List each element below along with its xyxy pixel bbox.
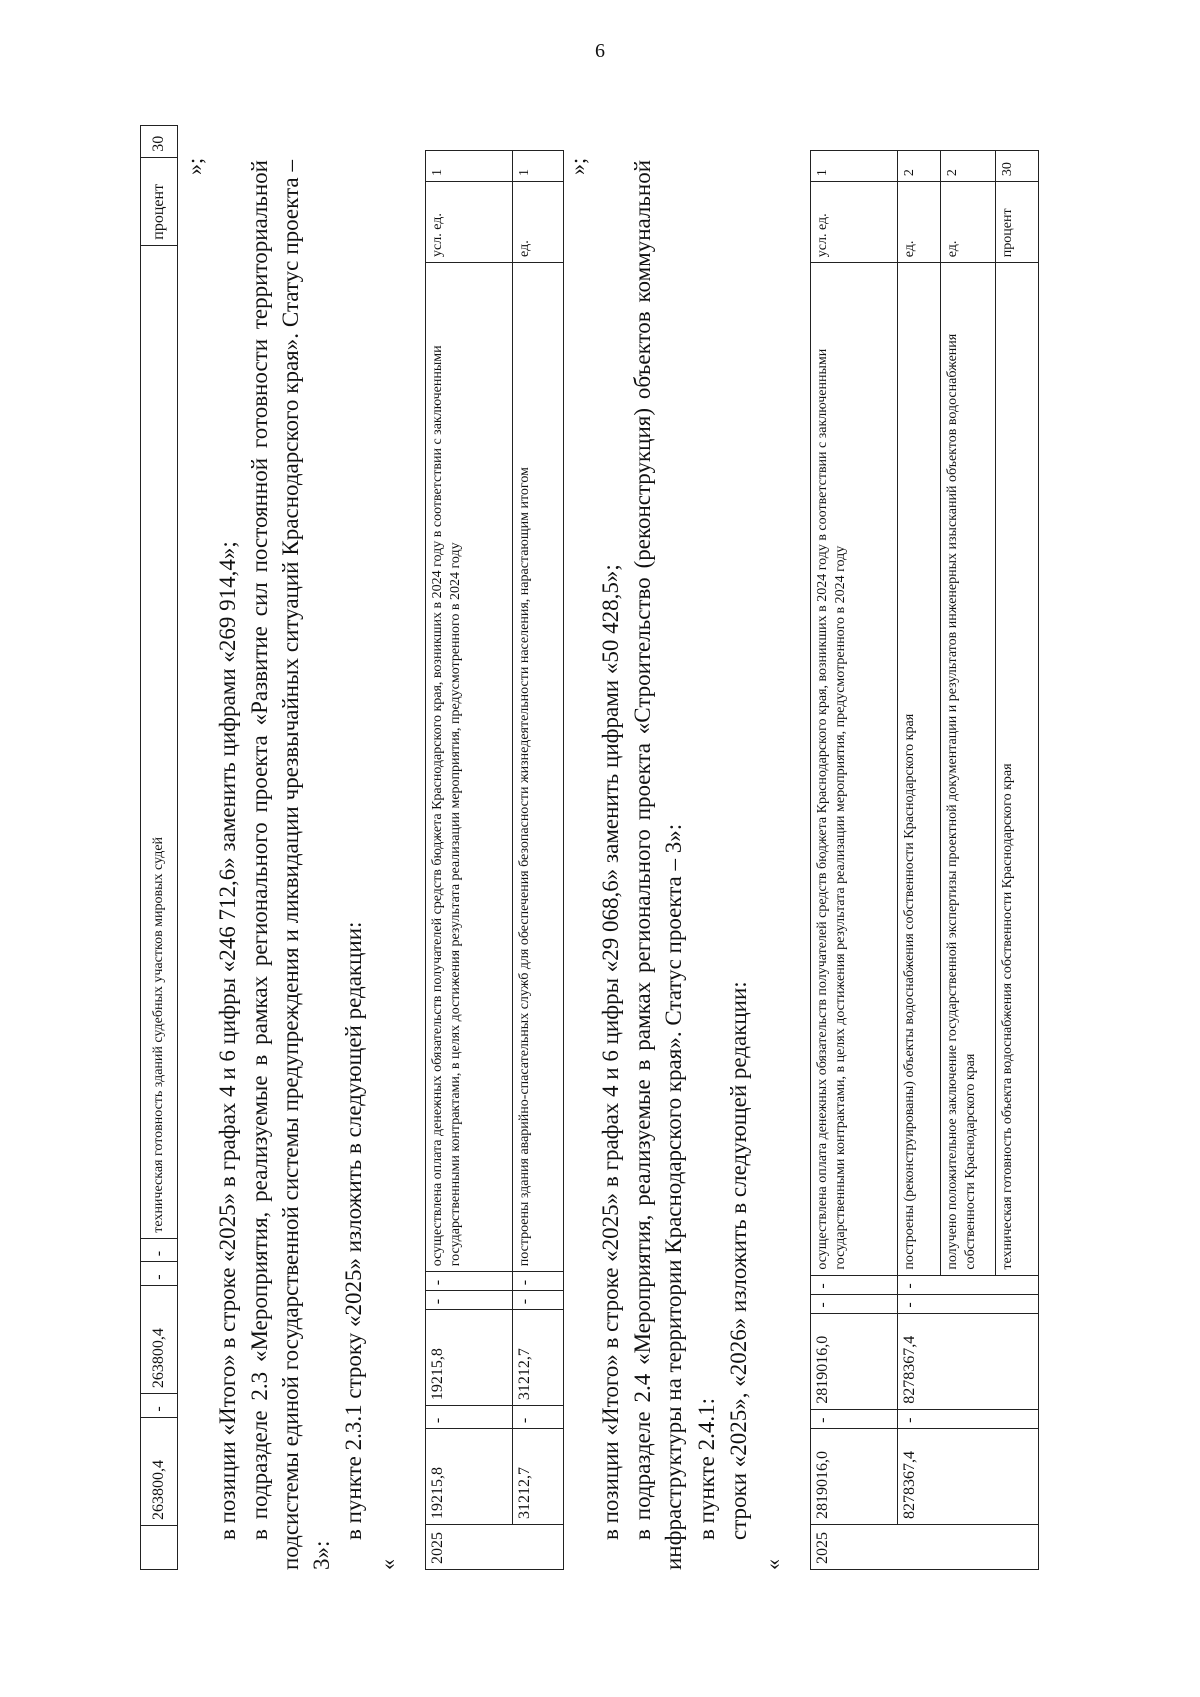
table-cell: 2819016,0: [811, 1313, 898, 1409]
table-cell: 8278367,4: [898, 1313, 1039, 1409]
table-cell: процент: [141, 157, 178, 245]
table-cell: усл. ед.: [426, 182, 513, 263]
table-row: [898, 151, 941, 1570]
table-row: [811, 151, 898, 1570]
table-cell: усл. ед.: [811, 182, 898, 263]
paragraph: в пункте 2.3.1 строку «2025» изложить в следующей редакции:: [341, 921, 366, 1540]
table-cell: -: [898, 1294, 1039, 1313]
table-cell: -: [898, 1409, 1039, 1428]
paragraph: в подразделе 2.4 «Мероприятия, реализуемые в рамках регионального проекта «Строительство (реконструкция) объектов коммунальной инфраструктуры на территории Краснодарского края». Статус проекта – 3»:: [630, 160, 686, 1570]
opening-quote: «: [760, 1559, 785, 1570]
table-cell: ед.: [513, 182, 564, 263]
table-cell: техническая готовность объекта водоснабжения собственности Краснодарского края: [996, 263, 1039, 1275]
table-cell: [141, 1526, 178, 1570]
table-row: [426, 151, 513, 1570]
table-cell: -: [426, 1406, 513, 1429]
table-cell: 19215,8: [426, 1429, 513, 1525]
table-cell: 19215,8: [426, 1310, 513, 1406]
table-row: [141, 126, 178, 1570]
table-cell: 31212,7: [513, 1429, 564, 1525]
closing-quote: »;: [182, 157, 207, 175]
table-cell: -: [141, 1238, 178, 1262]
table-cell: 31212,7: [513, 1310, 564, 1406]
table-cell: ед.: [941, 182, 996, 263]
table-cell: 2025: [426, 1525, 564, 1570]
table-cell: -: [811, 1275, 898, 1294]
table-3: [810, 150, 1039, 1570]
table-row: [513, 151, 564, 1570]
paragraph: в подразделе 2.3 «Мероприятия, реализуемые в рамках регионального проекта «Развитие сил постоянной готовности территориальной подсистемы единой государственной системы предупреждения и ликвидации чрезвычайных ситуаций Краснодарского края». Статус проекта – 3»:: [247, 160, 334, 1570]
paragraph: в пункте 2.4.1:: [694, 1398, 719, 1540]
paragraph: строки «2025», «2026» изложить в следующей редакции:: [726, 981, 751, 1540]
table-cell: построены (реконструированы) объекты водоснабжения собственности Краснодарского края: [898, 263, 941, 1275]
rotated-page-content: [140, 120, 1020, 1570]
table-cell: 1: [426, 151, 513, 182]
table-cell: процент: [996, 182, 1039, 263]
table-cell: -: [898, 1275, 1039, 1294]
table-cell: 263800,4: [141, 1285, 178, 1393]
table-cell: 1: [513, 151, 564, 182]
table-cell: -: [141, 1394, 178, 1418]
table-cell: 8278367,4: [898, 1428, 1039, 1524]
table-cell: -: [811, 1294, 898, 1313]
table-cell: 30: [141, 126, 178, 158]
table-cell: -: [426, 1272, 513, 1291]
table-cell: построены здания аварийно-спасательных служб для обеспечения безопасности жизнедеятельности населения, нарастающим итогом: [513, 262, 564, 1271]
table-cell: техническая готовность зданий судебных участков мировых судей: [141, 245, 178, 1238]
table-cell: -: [811, 1409, 898, 1428]
table-cell: 1: [811, 151, 898, 182]
table-cell: получено положительное заключение государственной экспертизы проектной документации и результатов инженерных изысканий объектов водоснабжения собственности Краснодарского края: [941, 263, 996, 1275]
table-cell: -: [426, 1291, 513, 1310]
table-cell: 2819016,0: [811, 1428, 898, 1524]
table-cell: 2025: [811, 1524, 1039, 1569]
table-cell: -: [513, 1272, 564, 1291]
table-cell: -: [513, 1406, 564, 1429]
closing-quote: »;: [565, 157, 590, 175]
table-cell: осуществлена оплата денежных обязательств получателей средств бюджета Краснодарского края, возникших в 2024 году в соответствии с заключенными государственными контрактами, в целях достижения результата реализации мероприятия, предусмотренного в 2024 году: [811, 263, 898, 1275]
table-2: [425, 150, 564, 1570]
opening-quote: «: [375, 1559, 400, 1570]
paragraph: в позиции «Итого» в строке «2025» в графах 4 и 6 цифры «29 068,6» заменить цифрами «50 428,5»;: [598, 564, 623, 1540]
table-cell: -: [141, 1262, 178, 1286]
table-cell: -: [513, 1291, 564, 1310]
table-cell: 2: [941, 151, 996, 182]
table-1: [140, 125, 178, 1570]
table-cell: 30: [996, 151, 1039, 182]
table-cell: 2: [898, 151, 941, 182]
table-cell: 263800,4: [141, 1417, 178, 1525]
page-number: 6: [595, 40, 605, 62]
paragraph: в позиции «Итого» в строке «2025» в графах 4 и 6 цифры «246 712,6» заменить цифрами «269 914,4»;: [215, 541, 240, 1540]
table-cell: осуществлена оплата денежных обязательств получателей средств бюджета Краснодарского края, возникших в 2024 году в соответствии с заключенными государственными контрактами, в целях достижения результата реализации мероприятия, предусмотренного в 2024 году: [426, 262, 513, 1271]
table-cell: ед.: [898, 182, 941, 263]
